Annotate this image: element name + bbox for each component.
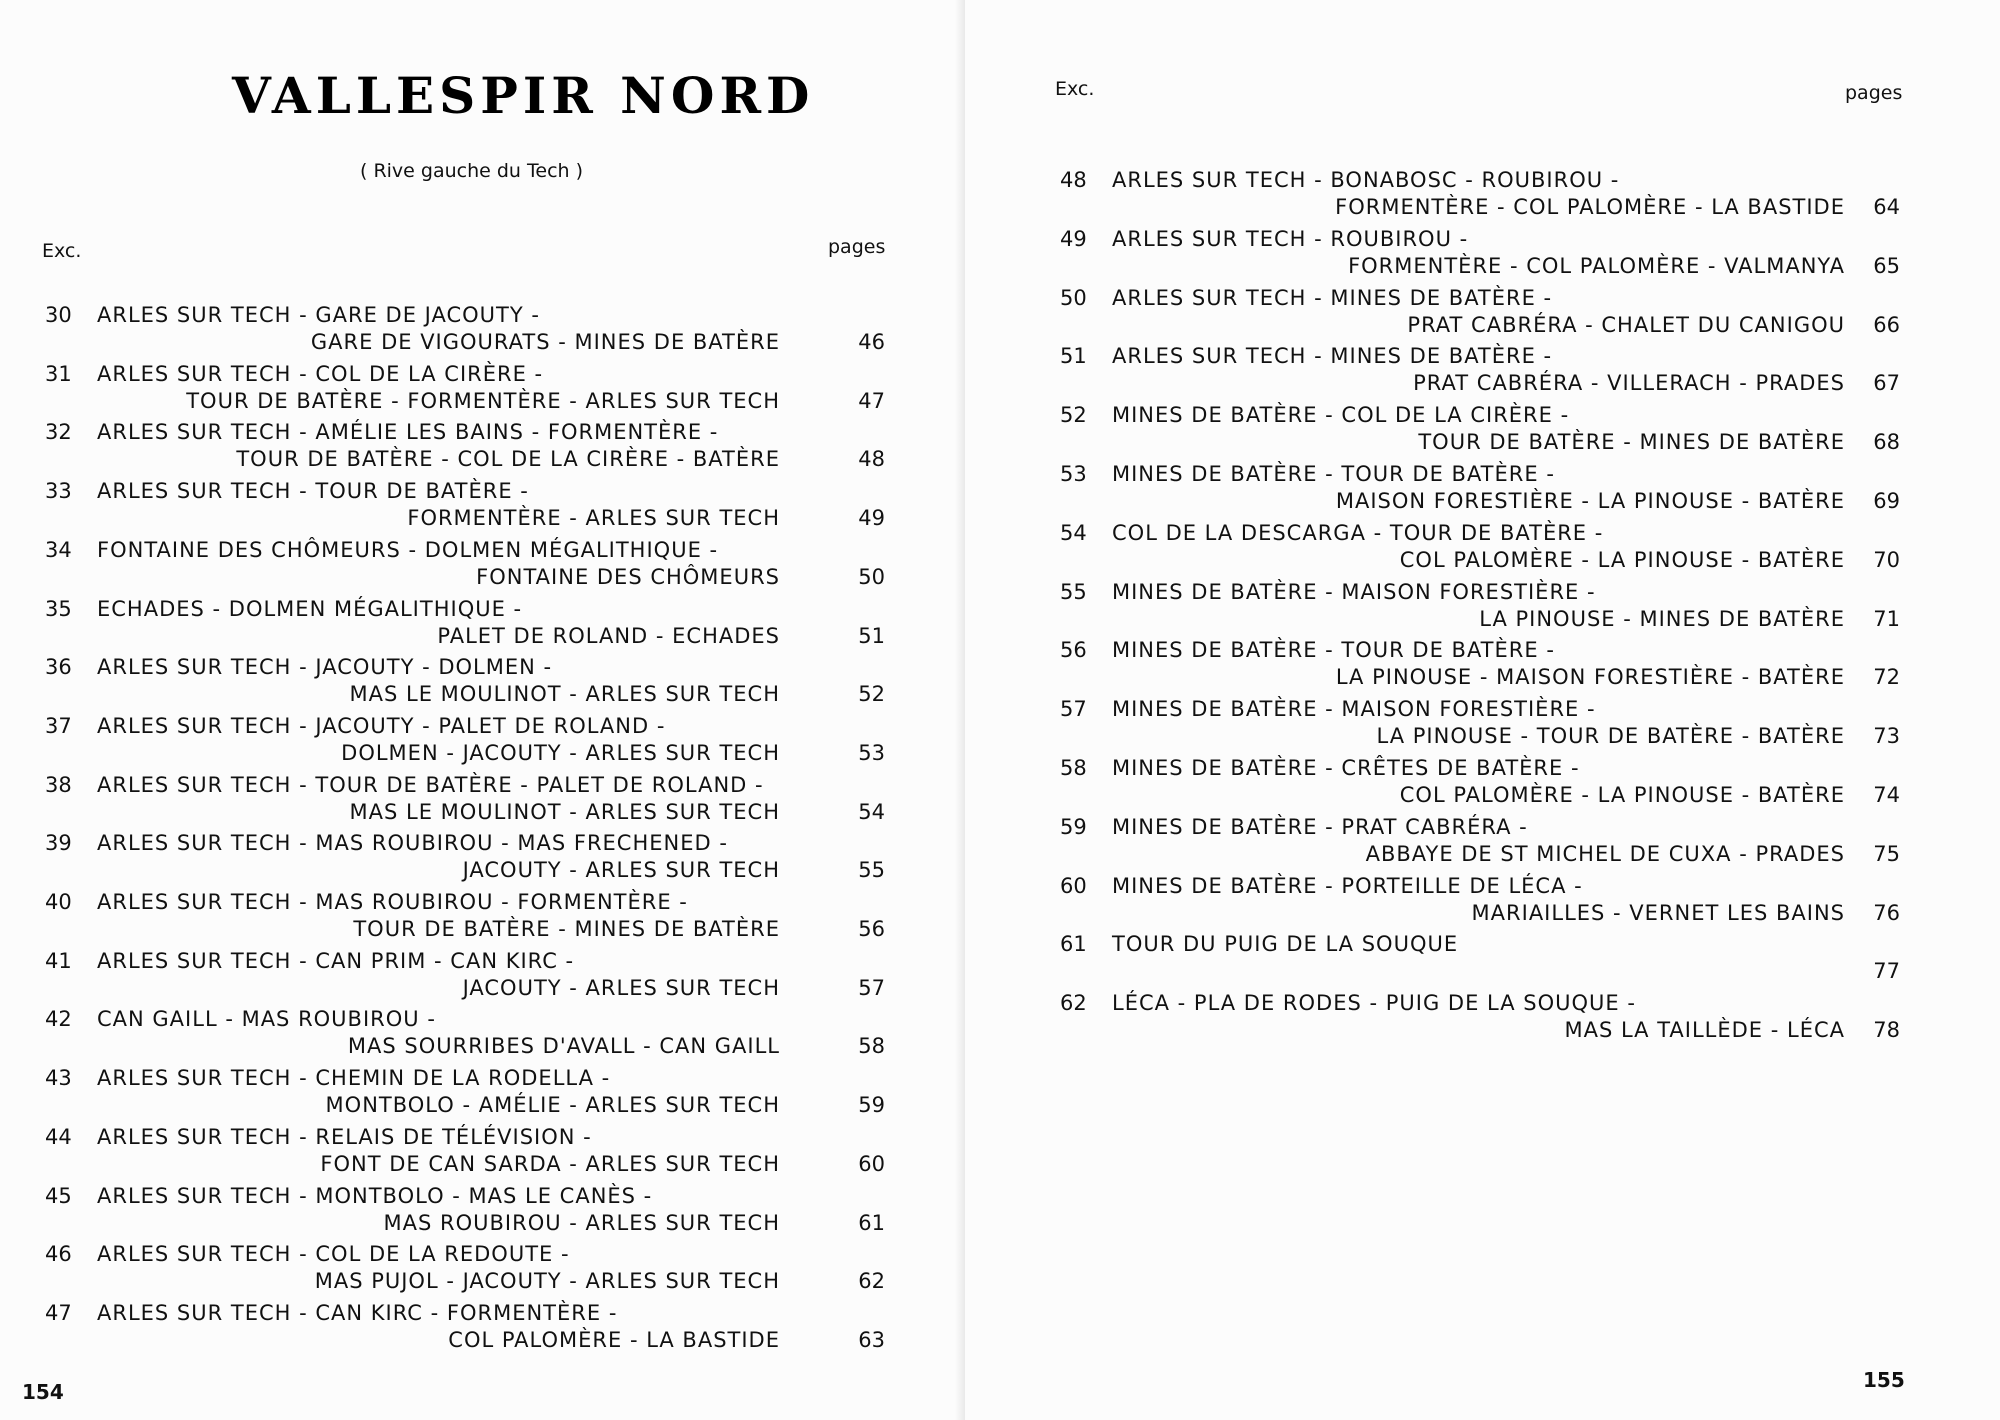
entry-page-number: 67 (1873, 371, 1900, 396)
route-line-1: ECHADES - DOLMEN MÉGALITHIQUE - (97, 596, 523, 621)
list-item (1060, 521, 1900, 577)
route-line-2: LA PINOUSE - TOUR DE BATÈRE - BATÈRE (1376, 724, 1845, 749)
entry-number: 35 (45, 596, 72, 621)
route-line-1: COL DE LA DESCARGA - TOUR DE BATÈRE - (1112, 520, 1604, 545)
entry-number: 60 (1060, 873, 1087, 898)
entry-page-number: 66 (1873, 312, 1900, 337)
route-line-1: ARLES SUR TECH - GARE DE JACOUTY - (97, 303, 540, 327)
entry-page-number: 55 (858, 858, 885, 883)
entry-number: 44 (45, 1124, 72, 1149)
route-line-1: ARLES SUR TECH - BONABOSC - ROUBIROU - (1112, 168, 1620, 192)
route-line-2: FORMENTÈRE - ARLES SUR TECH (407, 506, 780, 531)
list-item (1060, 462, 1900, 518)
entry-number: 36 (45, 655, 72, 680)
list-item (45, 655, 885, 711)
entry-number: 62 (1060, 991, 1087, 1016)
page-number: 155 (1863, 1368, 1905, 1392)
route-line-1: MINES DE BATÈRE - CRÊTES DE BATÈRE - (1112, 756, 1580, 780)
list-item (45, 303, 885, 359)
route-line-2: MAS PUJOL - JACOUTY - ARLES SUR TECH (314, 1269, 780, 1294)
entry-page-number: 49 (858, 506, 885, 531)
entry-page-number: 52 (858, 682, 885, 707)
route-line-2: COL PALOMÈRE - LA PINOUSE - BATÈRE (1399, 547, 1845, 572)
route-line-1: ARLES SUR TECH - MONTBOLO - MAS LE CANÈS - (97, 1183, 653, 1208)
route-line-2: MAS SOURRIBES D'AVALL - CAN GAILL (347, 1034, 780, 1059)
route-line-2: MARIAILLES - VERNET LES BAINS (1471, 900, 1845, 925)
entry-number: 34 (45, 537, 72, 562)
route-line-1: ARLES SUR TECH - MINES DE BATÈRE - (1112, 285, 1553, 310)
entry-page-number: 65 (1873, 253, 1900, 278)
list-item (1060, 991, 1900, 1047)
entry-number: 30 (45, 303, 72, 327)
entry-number: 58 (1060, 756, 1087, 780)
entry-number: 53 (1060, 462, 1087, 486)
list-item (45, 362, 885, 418)
entry-number: 56 (1060, 638, 1087, 663)
route-line-2: TOUR DE BATÈRE - COL DE LA CIRÈRE - BATÈRE (236, 447, 780, 472)
entry-number: 48 (1060, 168, 1087, 192)
entry-number: 33 (45, 479, 72, 504)
entry-page-number: 68 (1873, 430, 1900, 455)
list-item (45, 1184, 885, 1240)
route-line-2: FORMENTÈRE - COL PALOMÈRE - LA BASTIDE (1335, 195, 1845, 219)
entry-number: 61 (1060, 932, 1087, 957)
route-line-1: ARLES SUR TECH - MAS ROUBIROU - FORMENTÈRE - (97, 890, 688, 914)
entry-number: 31 (45, 361, 72, 386)
route-line-1: ARLES SUR TECH - TOUR DE BATÈRE - (97, 479, 529, 504)
route-line-1: FONTAINE DES CHÔMEURS - DOLMEN MÉGALITHIQUE - (97, 537, 719, 562)
route-line-1: ARLES SUR TECH - MINES DE BATÈRE - (1112, 344, 1553, 369)
column-header-exc: Exc. (42, 240, 82, 262)
entry-number: 37 (45, 713, 72, 738)
route-line-1: TOUR DU PUIG DE LA SOUQUE (1112, 932, 1459, 957)
route-line-1: MINES DE BATÈRE - PRAT CABRÉRA - (1112, 814, 1528, 839)
entry-page-number: 48 (858, 447, 885, 472)
route-line-1: MINES DE BATÈRE - MAISON FORESTIÈRE - (1112, 697, 1596, 722)
route-line-2: JACOUTY - ARLES SUR TECH (462, 975, 780, 1000)
entry-page-number: 63 (858, 1327, 885, 1352)
entry-page-number: 78 (1873, 1018, 1900, 1043)
entry-page-number: 57 (858, 975, 885, 1000)
entry-page-number: 47 (858, 388, 885, 413)
list-item (45, 1066, 885, 1122)
column-header-exc: Exc. (1055, 78, 1095, 100)
route-line-1: ARLES SUR TECH - JACOUTY - PALET DE ROLAND - (97, 713, 666, 738)
entry-number: 55 (1060, 579, 1087, 604)
list-item (1060, 286, 1900, 342)
list-item (45, 714, 885, 770)
entry-number: 42 (45, 1007, 72, 1032)
entry-number: 39 (45, 831, 72, 856)
list-item (1060, 932, 1900, 988)
entry-number: 41 (45, 948, 72, 973)
route-line-1: LÉCA - PLA DE RODES - PUIG DE LA SOUQUE - (1112, 991, 1636, 1016)
route-line-1: MINES DE BATÈRE - PORTEILLE DE LÉCA - (1112, 873, 1583, 898)
list-item (45, 890, 885, 946)
route-line-2: DOLMEN - JACOUTY - ARLES SUR TECH (341, 740, 780, 765)
route-line-1: MINES DE BATÈRE - MAISON FORESTIÈRE - (1112, 579, 1596, 604)
entry-number: 38 (45, 772, 72, 797)
entry-number: 51 (1060, 344, 1087, 369)
list-item (45, 420, 885, 476)
route-line-1: ARLES SUR TECH - TOUR DE BATÈRE - PALET DE ROLAND - (97, 772, 764, 797)
entry-number: 32 (45, 420, 72, 445)
right-page (965, 0, 2000, 1420)
route-line-2: JACOUTY - ARLES SUR TECH (462, 858, 780, 883)
entry-number: 47 (45, 1300, 72, 1325)
column-header-pages: pages (1845, 82, 1903, 104)
route-line-2: COL PALOMÈRE - LA PINOUSE - BATÈRE (1399, 783, 1845, 807)
route-line-2: TOUR DE BATÈRE - FORMENTÈRE - ARLES SUR TECH (186, 388, 780, 413)
route-line-1: ARLES SUR TECH - JACOUTY - DOLMEN - (97, 655, 553, 680)
route-line-1: ARLES SUR TECH - CAN KIRC - FORMENTÈRE - (97, 1300, 618, 1325)
list-item (1060, 344, 1900, 400)
list-item (1060, 403, 1900, 459)
route-line-1: MINES DE BATÈRE - TOUR DE BATÈRE - (1112, 638, 1555, 663)
list-item (45, 538, 885, 594)
route-line-1: ARLES SUR TECH - AMÉLIE LES BAINS - FORMENTÈRE - (97, 420, 719, 445)
page-title: VALLESPIR NORD (232, 66, 815, 125)
entry-page-number: 73 (1873, 724, 1900, 749)
entry-page-number: 59 (858, 1093, 885, 1118)
route-line-2: ABBAYE DE ST MICHEL DE CUXA - PRADES (1365, 841, 1845, 866)
route-line-2: FONT DE CAN SARDA - ARLES SUR TECH (320, 1151, 780, 1176)
entry-number: 54 (1060, 520, 1087, 545)
entry-number: 52 (1060, 403, 1087, 428)
left-page (0, 0, 965, 1420)
list-item (1060, 227, 1900, 283)
entry-number: 45 (45, 1183, 72, 1208)
route-line-2: MAS LA TAILLÈDE - LÉCA (1564, 1018, 1845, 1043)
entry-page-number: 51 (858, 623, 885, 648)
route-line-2: MAISON FORESTIÈRE - LA PINOUSE - BATÈRE (1335, 489, 1845, 513)
page-number: 154 (22, 1380, 64, 1404)
entry-page-number: 72 (1873, 665, 1900, 690)
route-line-2: MONTBOLO - AMÉLIE - ARLES SUR TECH (325, 1093, 780, 1118)
entry-page-number: 69 (1873, 489, 1900, 513)
entry-page-number: 77 (1873, 959, 1900, 984)
route-line-2: MAS ROUBIROU - ARLES SUR TECH (383, 1210, 780, 1235)
entry-number: 57 (1060, 697, 1087, 722)
list-item (45, 1007, 885, 1063)
entry-page-number: 58 (858, 1034, 885, 1059)
entry-page-number: 64 (1873, 195, 1900, 219)
entry-page-number: 56 (858, 917, 885, 941)
page-subtitle: ( Rive gauche du Tech ) (360, 160, 584, 182)
list-item (45, 479, 885, 535)
list-item (1060, 874, 1900, 930)
route-line-2: MAS LE MOULINOT - ARLES SUR TECH (349, 682, 780, 707)
list-item (1060, 638, 1900, 694)
route-line-2: LA PINOUSE - MINES DE BATÈRE (1479, 606, 1845, 631)
entry-page-number: 53 (858, 740, 885, 765)
list-item (1060, 697, 1900, 753)
entry-number: 49 (1060, 226, 1087, 251)
entry-page-number: 62 (858, 1269, 885, 1294)
entry-page-number: 70 (1873, 547, 1900, 572)
list-item (45, 1125, 885, 1181)
list-item (45, 1242, 885, 1298)
list-item (45, 949, 885, 1005)
route-line-1: CAN GAILL - MAS ROUBIROU - (97, 1007, 436, 1032)
entry-page-number: 76 (1873, 900, 1900, 925)
route-line-2: GARE DE VIGOURATS - MINES DE BATÈRE (310, 330, 780, 354)
route-line-1: ARLES SUR TECH - MAS ROUBIROU - MAS FRECHENED - (97, 831, 728, 856)
entry-page-number: 46 (858, 330, 885, 354)
entry-number: 59 (1060, 814, 1087, 839)
list-item (1060, 815, 1900, 871)
entry-number: 43 (45, 1066, 72, 1091)
route-line-2: LA PINOUSE - MAISON FORESTIÈRE - BATÈRE (1335, 665, 1845, 690)
entry-page-number: 54 (858, 799, 885, 824)
column-header-pages: pages (828, 236, 886, 258)
entry-page-number: 61 (858, 1210, 885, 1235)
route-line-2: COL PALOMÈRE - LA BASTIDE (448, 1327, 780, 1352)
route-line-2: FORMENTÈRE - COL PALOMÈRE - VALMANYA (1348, 253, 1845, 278)
list-item (45, 773, 885, 829)
route-line-1: ARLES SUR TECH - RELAIS DE TÉLÉVISION - (97, 1124, 592, 1149)
route-line-1: MINES DE BATÈRE - COL DE LA CIRÈRE - (1112, 403, 1570, 428)
entry-page-number: 75 (1873, 841, 1900, 866)
entry-page-number: 71 (1873, 606, 1900, 631)
list-item (1060, 168, 1900, 224)
list-item (45, 1301, 885, 1357)
route-line-1: ARLES SUR TECH - COL DE LA REDOUTE - (97, 1242, 570, 1267)
route-line-2: TOUR DE BATÈRE - MINES DE BATÈRE (1418, 430, 1845, 455)
route-line-2: TOUR DE BATÈRE - MINES DE BATÈRE (353, 917, 780, 941)
route-line-1: ARLES SUR TECH - CHEMIN DE LA RODELLA - (97, 1066, 611, 1091)
route-line-1: ARLES SUR TECH - COL DE LA CIRÈRE - (97, 361, 544, 386)
route-line-1: MINES DE BATÈRE - TOUR DE BATÈRE - (1112, 462, 1555, 486)
list-item (45, 597, 885, 653)
route-line-2: PALET DE ROLAND - ECHADES (437, 623, 780, 648)
route-line-1: ARLES SUR TECH - CAN PRIM - CAN KIRC - (97, 948, 575, 973)
list-item (1060, 756, 1900, 812)
entry-number: 46 (45, 1242, 72, 1267)
entry-number: 50 (1060, 285, 1087, 310)
list-item (1060, 580, 1900, 636)
entry-page-number: 74 (1873, 783, 1900, 807)
route-line-2: PRAT CABRÉRA - VILLERACH - PRADES (1413, 371, 1845, 396)
entry-page-number: 60 (858, 1151, 885, 1176)
route-line-2: MAS LE MOULINOT - ARLES SUR TECH (349, 799, 780, 824)
route-line-2: PRAT CABRÉRA - CHALET DU CANIGOU (1407, 312, 1845, 337)
entry-page-number: 50 (858, 564, 885, 589)
list-item (45, 831, 885, 887)
route-line-2: FONTAINE DES CHÔMEURS (476, 564, 780, 589)
route-line-1: ARLES SUR TECH - ROUBIROU - (1112, 226, 1469, 251)
entry-number: 40 (45, 890, 72, 914)
